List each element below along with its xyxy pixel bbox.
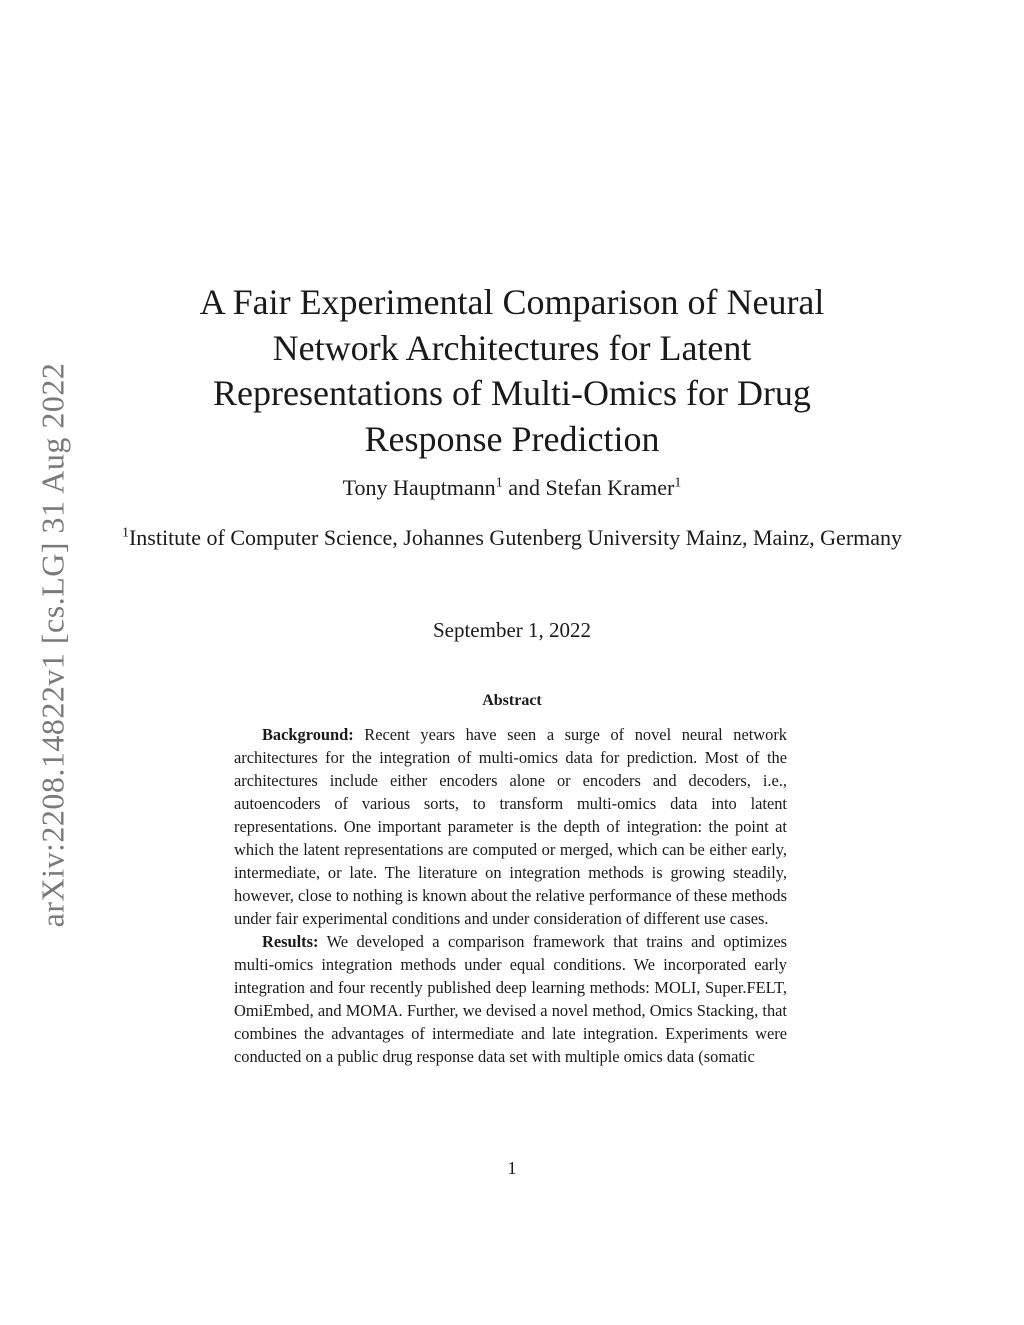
background-label: Background: bbox=[262, 725, 354, 744]
author-list bbox=[0, 475, 1024, 501]
abstract-body bbox=[234, 723, 787, 1068]
author-name: Stefan Kramer bbox=[545, 475, 675, 500]
results-label: Results: bbox=[262, 932, 319, 951]
background-text: Recent years have seen a surge of novel neural network architectures for the integration of multi-omics data for prediction. Most of the architectures include either encoders alone or encoders and decoders, i.e., autoencoders of various sorts, to transform multi-omics data into latent representations. One important parameter is the depth of integration: the point at which the latent representations are computed or merged, which can be either early, intermediate, or late. The literature on integration methods is growing steadily, however, close to nothing is known about the relative performance of these methods under fair experimental conditions and under consideration of different use cases. bbox=[234, 725, 787, 928]
results-text: We developed a comparison framework that trains and optimizes multi-omics integration methods under equal conditions. We incorporated early integration and four recently published deep learning methods: MOLI, Super.FELT, OmiEmbed, and MOMA. Further, we devised a novel method, Omics Stacking, that combines the advantages of intermediate and late integration. Experiments were conducted on a public drug response data set with multiple omics data (somatic bbox=[234, 932, 787, 1066]
affiliation-mark: 1 bbox=[121, 525, 129, 541]
arxiv-identifier: arXiv:2208.14822v1 [cs.LG] 31 Aug 2022 bbox=[34, 362, 71, 928]
affiliation bbox=[120, 522, 904, 553]
affiliation-mark: 1 bbox=[674, 475, 682, 491]
author-name: Tony Hauptmann bbox=[342, 475, 496, 500]
abstract-heading: Abstract bbox=[482, 692, 542, 709]
affiliation-mark: 1 bbox=[495, 475, 503, 491]
abstract-background-paragraph bbox=[234, 723, 787, 930]
affiliation-text: Institute of Computer Science, Johannes Gutenberg University Mainz, Mainz, Germany bbox=[128, 525, 903, 550]
paper-title: A Fair Experimental Comparison of Neural Network Architectures for Latent Representations of Multi-Omics for Drug Response Prediction bbox=[199, 282, 825, 459]
author-joiner: and bbox=[502, 475, 546, 500]
abstract-results-paragraph bbox=[234, 930, 787, 1068]
page-number: 1 bbox=[507, 1158, 517, 1178]
publication-date: September 1, 2022 bbox=[432, 618, 592, 642]
